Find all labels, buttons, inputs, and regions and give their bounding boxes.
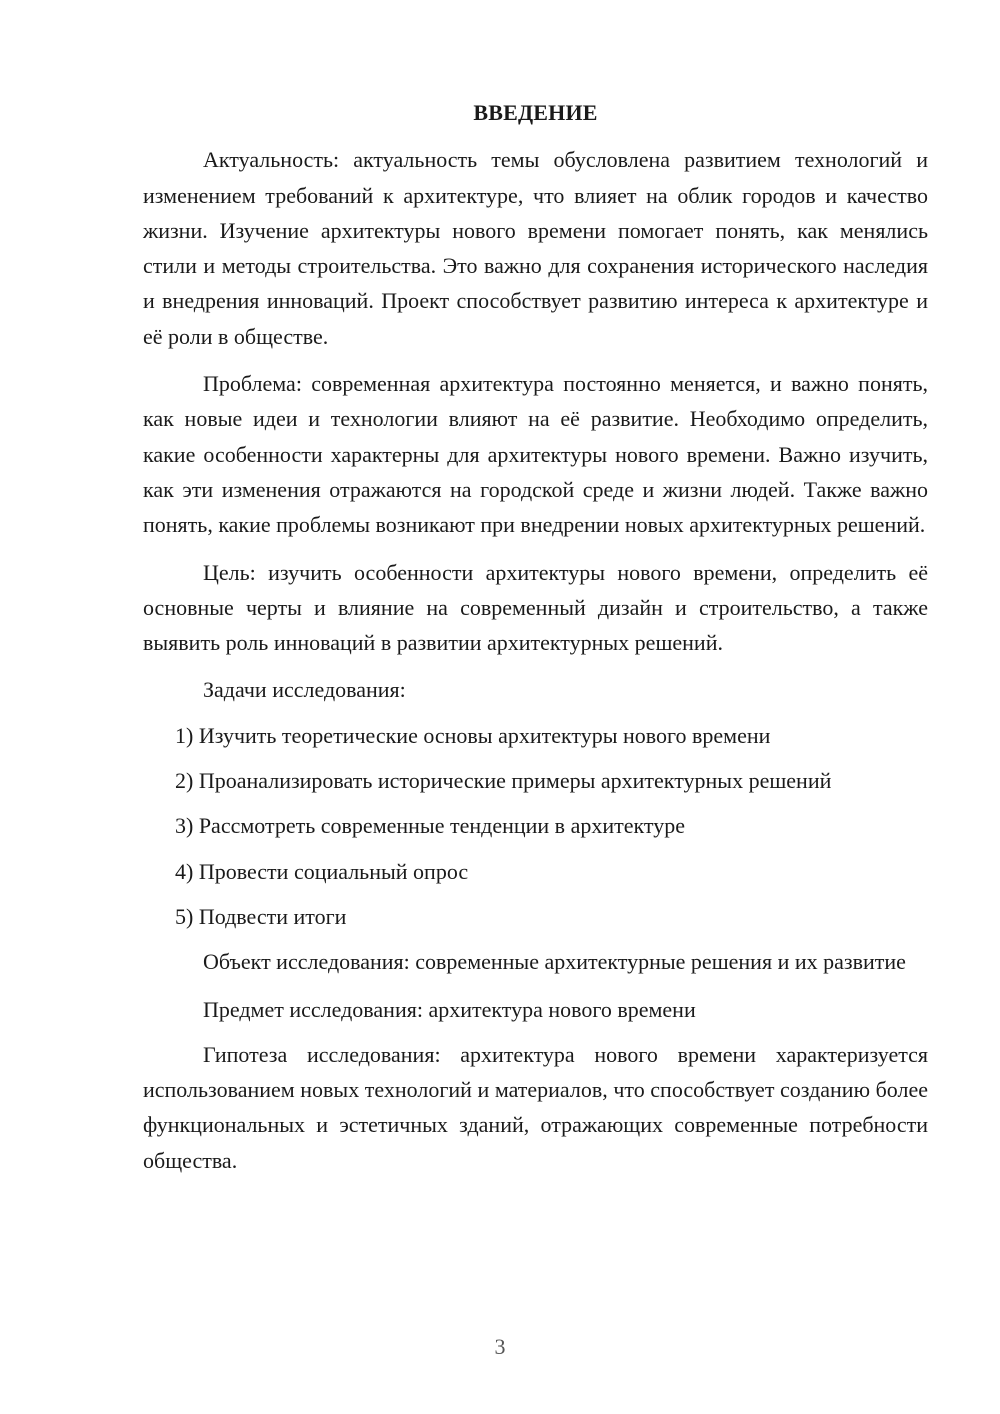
tasks-heading: Задачи исследования:: [203, 677, 406, 703]
task-item: 1) Изучить теоретические основы архитектуры нового времени: [175, 722, 771, 748]
page-content: [143, 95, 928, 1178]
task-list: [143, 718, 928, 934]
task-item: 4) Провести социальный опрос: [175, 858, 469, 884]
task-item: 2) Проанализировать исторические примеры архитектурных решений: [175, 768, 832, 794]
task-item: 3) Рассмотреть современные тенденции в архитектуре: [175, 813, 685, 839]
object-paragraph: Объект исследования: современные архитектурные решения и их развитие: [203, 949, 906, 975]
relevance-paragraph: Актуальность: актуальность темы обусловлена развитием технологий и изменением требований к архитектуре, что влияет на облик городов и качество жизни. Изучение архитектуры нового времени помогает понять, как менялись стили и методы строительства. Это важно для сохранения исторического наследия и внедрения инноваций. Проект способствует развитию интереса к архитектуре и её роли в обществе.: [143, 147, 928, 349]
problem-paragraph: Проблема: современная архитектура постоянно меняется, и важно понять, как новые идеи и технологии влияют на её развитие. Необходимо определить, какие особенности характерны для архитектуры нового времени. Важно изучить, как эти изменения отражаются на городской среде и жизни людей. Также важно понять, какие проблемы возникают при внедрении новых архитектурных решений.: [143, 371, 928, 538]
page-number: 3: [494, 1334, 506, 1359]
section-title: ВВЕДЕНИЕ: [473, 100, 598, 125]
subject-paragraph: Предмет исследования: архитектура нового времени: [203, 996, 696, 1022]
hypothesis-paragraph: Гипотеза исследования: архитектура нового времени характеризуется использованием новых технологий и материалов, что способствует созданию более функциональных и эстетичных зданий, отражающих современные потребности общества.: [143, 1041, 928, 1173]
goal-paragraph: Цель: изучить особенности архитектуры нового времени, определить её основные черты и влияние на современный дизайн и строительство, а также выявить роль инноваций в развитии архитектурных решений.: [143, 559, 928, 656]
task-item: 5) Подвести итоги: [175, 903, 347, 929]
